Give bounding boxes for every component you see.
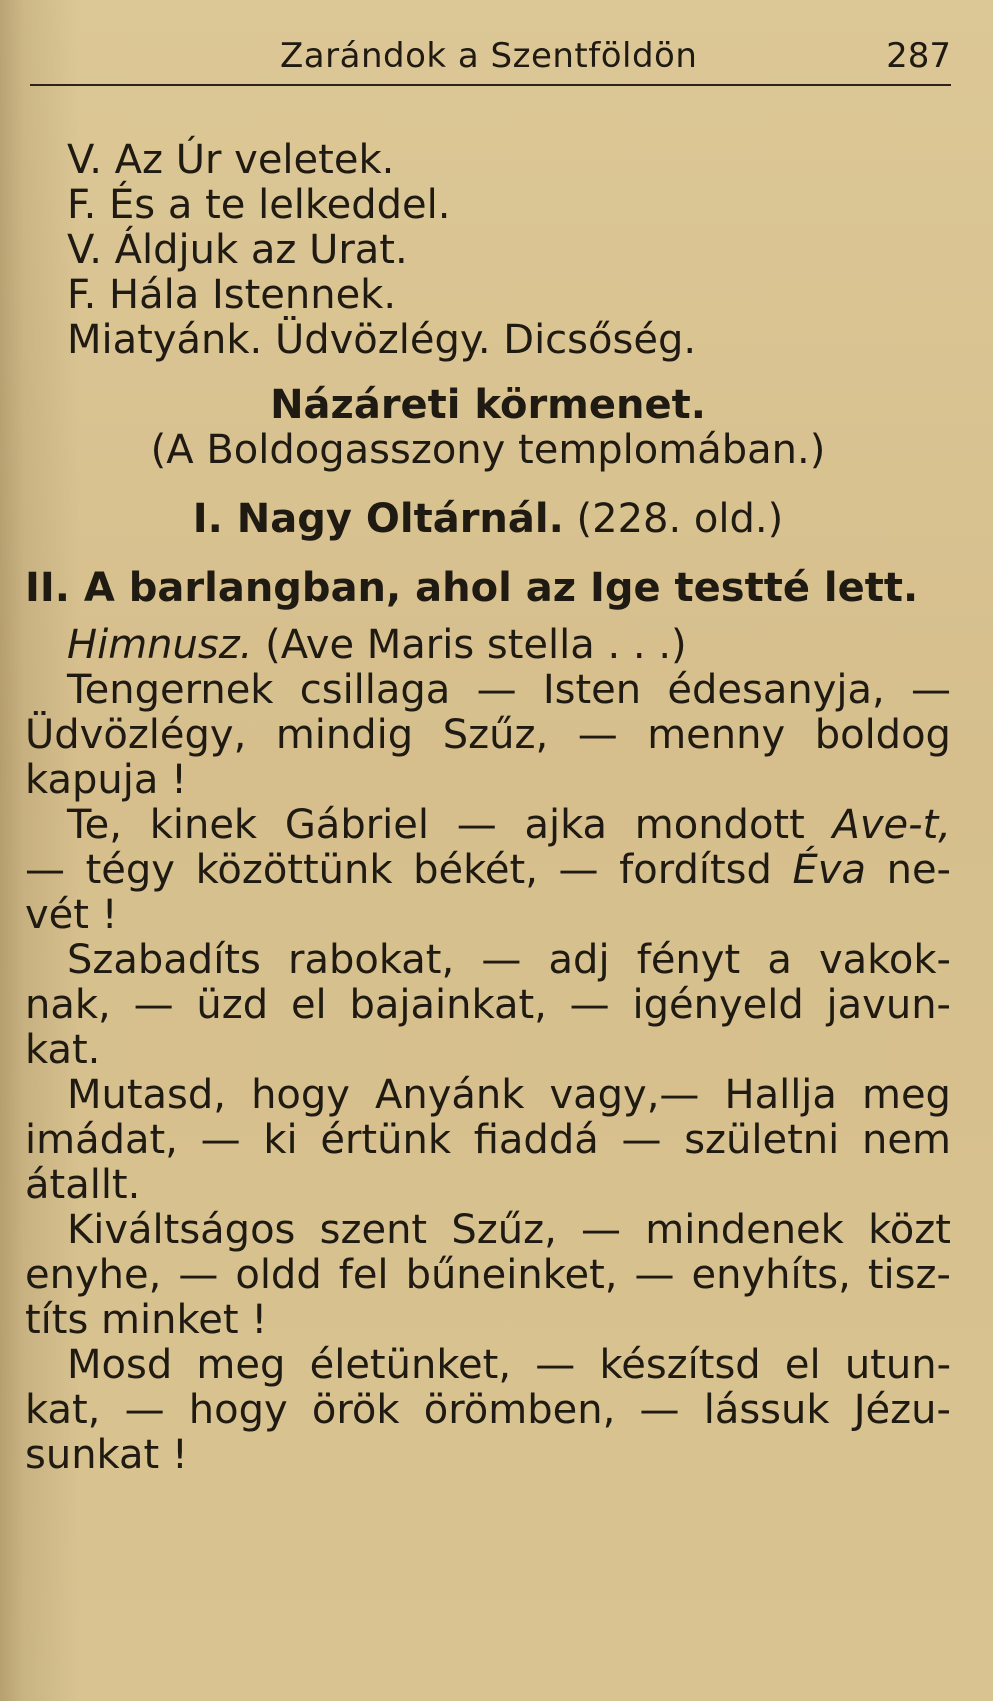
hymn-word: —: [639, 1387, 680, 1433]
header-rule: [30, 84, 951, 86]
hymn-word: Éva: [792, 847, 866, 893]
hymn-word: Szűz,: [442, 712, 549, 758]
hymn-word: vét !: [25, 892, 118, 938]
page-header: [30, 28, 951, 88]
hymn-word: oldd: [235, 1252, 322, 1298]
hymn-word: fordítsd: [619, 847, 772, 893]
hymn-line: [25, 1118, 951, 1163]
hymn-word: kat.: [25, 1027, 101, 1073]
hymn-text: [25, 668, 951, 1478]
hymn-word: —: [621, 1117, 662, 1163]
hymn-word: —: [476, 667, 517, 713]
response-line: V. Az Úr veletek.: [67, 137, 395, 183]
hymn-word: imádat,: [25, 1117, 178, 1163]
page-content: [25, 138, 951, 1478]
hymn-word: Kiváltságos: [67, 1207, 296, 1253]
hymn-line: [25, 758, 951, 803]
hymn-word: enyhe,: [25, 1252, 162, 1298]
hymn-line: [25, 1433, 951, 1478]
response-line: F. Hála Istennek.: [67, 272, 397, 318]
hymn-word: Te,: [67, 802, 122, 848]
hymn-word: születni: [684, 1117, 840, 1163]
hymn-word: közöttünk: [195, 847, 393, 893]
hymn-word: nak,: [25, 982, 111, 1028]
hymn-word: édesanyja,: [667, 667, 885, 713]
hymn-word: minket !: [101, 1297, 268, 1343]
hymn-word: csillaga: [299, 667, 451, 713]
hymn-word: —: [200, 1117, 241, 1163]
hymn-word: fényt: [636, 937, 741, 983]
hymn-word: vagy,—: [549, 1072, 700, 1118]
hymn-word: —: [456, 802, 497, 848]
hymn-word: —: [535, 1342, 576, 1388]
hymn-line: [25, 1208, 951, 1253]
hymn-line: [25, 1028, 951, 1073]
hymn-line: [25, 713, 951, 758]
hymn-word: lássuk: [703, 1387, 830, 1433]
hymn-word: —: [481, 937, 522, 983]
hymn-word: kat,: [25, 1387, 101, 1433]
hymn-word: el: [290, 982, 327, 1028]
hymn-word: kinek: [149, 802, 258, 848]
hymn-word: el: [784, 1342, 821, 1388]
response-line: F. És a te lelkeddel.: [67, 182, 451, 228]
hymn-word: bűneinket,: [405, 1252, 618, 1298]
hymn-line: [25, 1298, 951, 1343]
hymn-word: menny: [647, 712, 786, 758]
hymn-word: —: [577, 712, 618, 758]
prayer-line: Miatyánk. Üdvözlégy. Dicsőség.: [67, 317, 697, 363]
hymn-word: sunkat !: [25, 1432, 188, 1478]
hymn-word: nem: [861, 1117, 951, 1163]
hymn-word: meg: [861, 1072, 951, 1118]
hymn-line: [25, 1388, 951, 1433]
hymn-word: Hallja: [724, 1072, 837, 1118]
hymn-word: átallt.: [25, 1162, 141, 1208]
hymn-word: —: [911, 667, 951, 713]
hymn-word: Anyánk: [375, 1072, 525, 1118]
hymn-word: Jézu-: [853, 1387, 951, 1433]
hymn-word: üzd: [196, 982, 269, 1028]
hymn-word: mindig: [275, 712, 414, 758]
hymn-line: [25, 1163, 951, 1208]
procession-subtitle: (A Boldogasszony templomában.): [150, 427, 826, 473]
hymn-line: [25, 1343, 951, 1388]
hymn-word: meg: [196, 1342, 286, 1388]
hymn-word: tisz-: [867, 1252, 951, 1298]
hymn-word: Gábriel: [284, 802, 429, 848]
hymn-word: Mutasd,: [67, 1072, 227, 1118]
hymn-incipit: (Ave Maris stella . . .): [265, 622, 687, 668]
hymn-word: békét,: [413, 847, 538, 893]
hymn-word: enyhíts,: [691, 1252, 851, 1298]
station-two: II. A barlangban, ahol az Ige testté lett.: [25, 565, 919, 611]
hymn-word: ajka: [524, 802, 608, 848]
hymn-word: a: [767, 937, 792, 983]
hymn-word: —: [133, 982, 174, 1028]
hymn-word: kapuja !: [25, 757, 188, 803]
hymn-word: hogy: [251, 1072, 350, 1118]
hymn-word: —: [124, 1387, 165, 1433]
hymn-word: Szűz,: [451, 1207, 557, 1253]
hymn-word: ne-: [886, 847, 951, 893]
hymn-word: —: [634, 1252, 675, 1298]
hymn-word: Szabadíts: [67, 937, 261, 983]
page-number: 287: [886, 36, 951, 76]
hymn-word: vakok-: [819, 937, 951, 983]
hymn-word: értünk: [320, 1117, 451, 1163]
hymn-word: bajainkat,: [349, 982, 547, 1028]
hymn-word: Isten: [542, 667, 642, 713]
hymn-word: fiaddá: [473, 1117, 599, 1163]
hymn-word: mindenek: [645, 1207, 844, 1253]
hymn-word: utun-: [844, 1342, 951, 1388]
hymn-word: —: [178, 1252, 219, 1298]
hymn-word: szent: [319, 1207, 428, 1253]
response-line: V. Áldjuk az Urat.: [67, 227, 408, 273]
hymn-line: [25, 1253, 951, 1298]
hymn-word: örömben,: [423, 1387, 616, 1433]
hymn-word: rabokat,: [288, 937, 455, 983]
hymn-label: Himnusz.: [67, 622, 253, 668]
hymn-word: javun-: [826, 982, 951, 1028]
hymn-heading: [25, 623, 951, 668]
hymn-line: [25, 803, 951, 848]
running-title: Zarándok a Szentföldön: [280, 36, 698, 76]
station-one-label: I. Nagy Oltárnál.: [192, 496, 564, 542]
hymn-line: [25, 893, 951, 938]
hymn-word: —: [581, 1207, 622, 1253]
hymn-word: közt: [868, 1207, 951, 1253]
hymn-word: títs: [25, 1297, 89, 1343]
hymn-word: Ave-t,: [832, 802, 951, 848]
station-one: [25, 497, 951, 542]
hymn-line: [25, 938, 951, 983]
hymn-word: —: [569, 982, 610, 1028]
procession-title: Názáreti körmenet.: [270, 382, 706, 428]
hymn-word: fel: [338, 1252, 389, 1298]
hymn-word: készítsd: [599, 1342, 761, 1388]
hymn-line: [25, 983, 951, 1028]
station-one-ref: (228. old.): [576, 496, 784, 542]
hymn-word: hogy: [188, 1387, 288, 1433]
hymn-word: örök: [311, 1387, 400, 1433]
hymn-word: Üdvözlégy,: [25, 712, 247, 758]
hymn-word: adj: [548, 937, 610, 983]
hymn-line: [25, 848, 951, 893]
hymn-word: —: [25, 847, 65, 893]
hymn-word: boldog: [814, 712, 951, 758]
hymn-line: [25, 668, 951, 713]
hymn-word: Tengernek: [67, 667, 274, 713]
hymn-word: igényeld: [632, 982, 804, 1028]
hymn-word: életünket,: [309, 1342, 512, 1388]
hymn-word: —: [558, 847, 599, 893]
hymn-word: mondott: [634, 802, 805, 848]
hymn-line: [25, 1073, 951, 1118]
hymn-word: tégy: [85, 847, 175, 893]
hymn-word: Mosd: [67, 1342, 173, 1388]
hymn-word: ki: [263, 1117, 298, 1163]
